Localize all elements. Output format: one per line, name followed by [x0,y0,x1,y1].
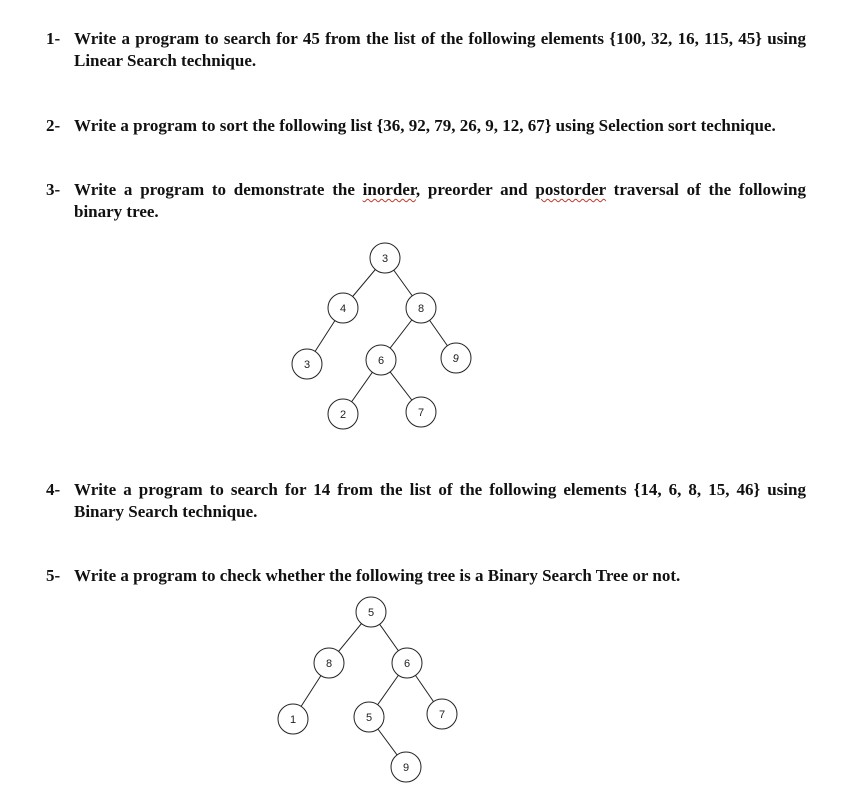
spellcheck-word-inorder: inorder [362,180,416,199]
tree-1-node-left-right-left [328,399,358,429]
tree-2-node-right-right [427,699,457,729]
tree-2-node-right-left [354,702,384,732]
spellcheck-word-postorder: postorder [535,180,606,199]
tree-1-node-right-right [441,343,471,373]
question-3-text-b: , preorder and [415,180,536,199]
tree-1-node-left-right-right [406,397,436,427]
question-3-number: 3- [46,180,61,199]
tree-1-node-right [406,293,436,323]
question-4-text: Write a program to search for 14 from the list of the following elements {14, 6, 8, 15, 46} using Binary Search technique. [74,480,806,521]
tree-2-edges [293,612,442,767]
node-label: 3 [381,253,389,265]
question-2-number: 2- [46,116,61,135]
node-label: 7 [417,407,425,419]
tree-1-node-root [370,243,400,273]
tree-2-node-root [356,597,386,627]
tree-1-node-left [328,293,358,323]
node-label: 3 [303,359,311,371]
tree-2-node-left [314,648,344,678]
node-label: 2 [339,409,347,421]
question-5-number: 5- [46,566,61,585]
node-label: 7 [438,709,446,721]
question-1-number: 1- [46,29,61,48]
tree-1-edges [307,258,456,414]
question-5-text: Write a program to check whether the following tree is a Binary Search Tree or not. [74,566,681,585]
node-label: 6 [377,355,385,367]
node-label: 1 [289,714,297,726]
node-label: 8 [417,303,425,315]
tree-1-node-left-left [292,349,322,379]
question-1-text: Write a program to search for 45 from the list of the following elements {100, 32, 16, 115, 45} using Linear Search technique. [74,29,806,70]
node-label: 6 [403,658,411,670]
node-label: 5 [367,607,375,619]
node-label: 9 [451,352,461,366]
tree-2-node-left-left [278,704,308,734]
tree-1-node-left-right [366,345,396,375]
node-label: 5 [365,712,373,724]
node-label: 9 [402,762,410,774]
question-3-text-c: traversal of the following binary tree. [74,180,806,221]
question-3-text-a: Write a program to demonstrate the [74,180,363,199]
node-label: 4 [339,303,347,315]
tree-2-node-right [392,648,422,678]
question-4-number: 4- [46,480,61,499]
node-label: 8 [325,658,333,670]
question-2-text: Write a program to sort the following list {36, 92, 79, 26, 9, 12, 67} using Selection sort technique. [74,116,776,135]
tree-2-node-right-left-right [391,752,421,782]
